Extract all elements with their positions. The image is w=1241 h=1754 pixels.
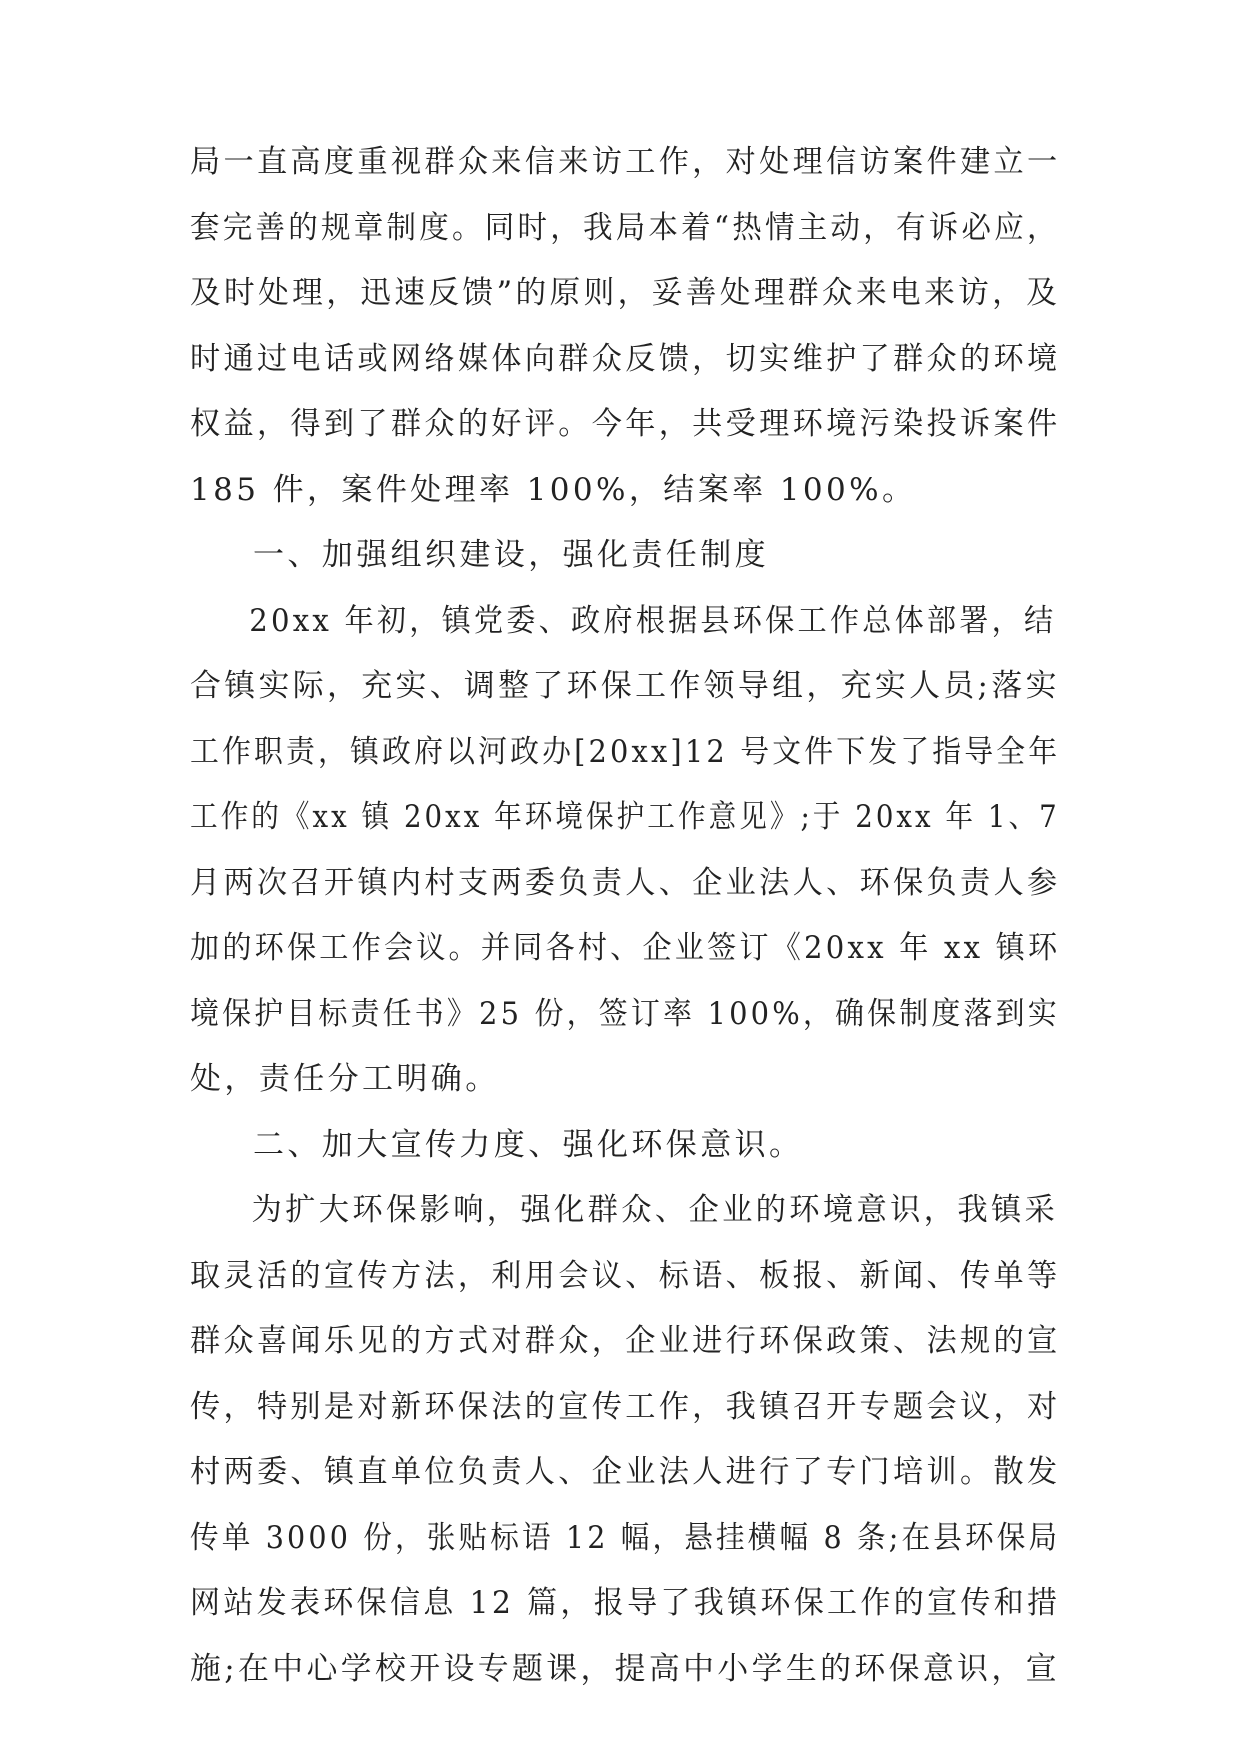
text-line: 加的环保工作会议。并同各村、企业签订《20xx 年 xx 镇环 (190, 930, 1061, 966)
text-line: 185 件，案件处理率 100%，结案率 100%。 (190, 471, 917, 508)
text-line: 群众喜闻乐见的方式对群众，企业进行环保政策、法规的宣 (190, 1323, 1061, 1359)
text-line: 取灵活的宣传方法，利用会议、标语、板报、新闻、传单等 (190, 1257, 1061, 1294)
text-line: 合镇实际，充实、调整了环保工作领导组，充实人员;落实 (190, 668, 1060, 704)
text-line: 工作职责，镇政府以河政办[20xx]12 号文件下发了指导全年 (190, 733, 1061, 770)
text-line: 为扩大环保影响，强化群众、企业的环境意识，我镇采 (251, 1192, 1059, 1228)
text-line: 局一直高度重视群众来信来访工作，对处理信访案件建立一 (190, 144, 1061, 180)
text-line: 传，特别是对新环保法的宣传工作，我镇召开专题会议，对 (190, 1388, 1061, 1425)
text-line: 套完善的规章制度。同时，我局本着“热情主动，有诉必应， (190, 209, 1060, 246)
text-line: 传单 3000 份，张贴标语 12 幅，悬挂横幅 8 条;在县环保局 (190, 1519, 1061, 1556)
text-line: 境保护目标责任书》25 份，签订率 100%，确保制度落到实 (190, 995, 1060, 1032)
text-line: 二、加大宣传力度、强化环保意识。 (253, 1126, 804, 1163)
text-line: 时通过电话或网络媒体向群众反馈，切实维护了群众的环境 (190, 340, 1061, 377)
text-line: 处，责任分工明确。 (190, 1061, 500, 1097)
text-line: 权益，得到了群众的好评。今年，共受理环境污染投诉案件 (190, 406, 1061, 442)
text-line: 20xx 年初，镇党委、政府根据县环保工作总体部署，结 (249, 602, 1057, 639)
text-line: 一、加强组织建设，强化责任制度 (253, 537, 769, 573)
text-line: 村两委、镇直单位负责人、企业法人进行了专门培训。散发 (190, 1454, 1061, 1490)
document-body (190, 130, 1060, 1702)
text-line: 工作的《xx 镇 20xx 年环境保护工作意见》;于 20xx 年 1、7 (190, 799, 1060, 835)
text-line: 及时处理，迅速反馈”的原则，妥善处理群众来电来访，及 (190, 275, 1061, 311)
text-line: 月两次召开镇内村支两委负责人、企业法人、环保负责人参 (190, 864, 1061, 901)
text-line: 施;在中心学校开设专题课，提高中小学生的环保意识，宣 (190, 1650, 1060, 1687)
text-line: 网站发表环保信息 12 篇，报导了我镇环保工作的宣传和措 (190, 1585, 1061, 1621)
